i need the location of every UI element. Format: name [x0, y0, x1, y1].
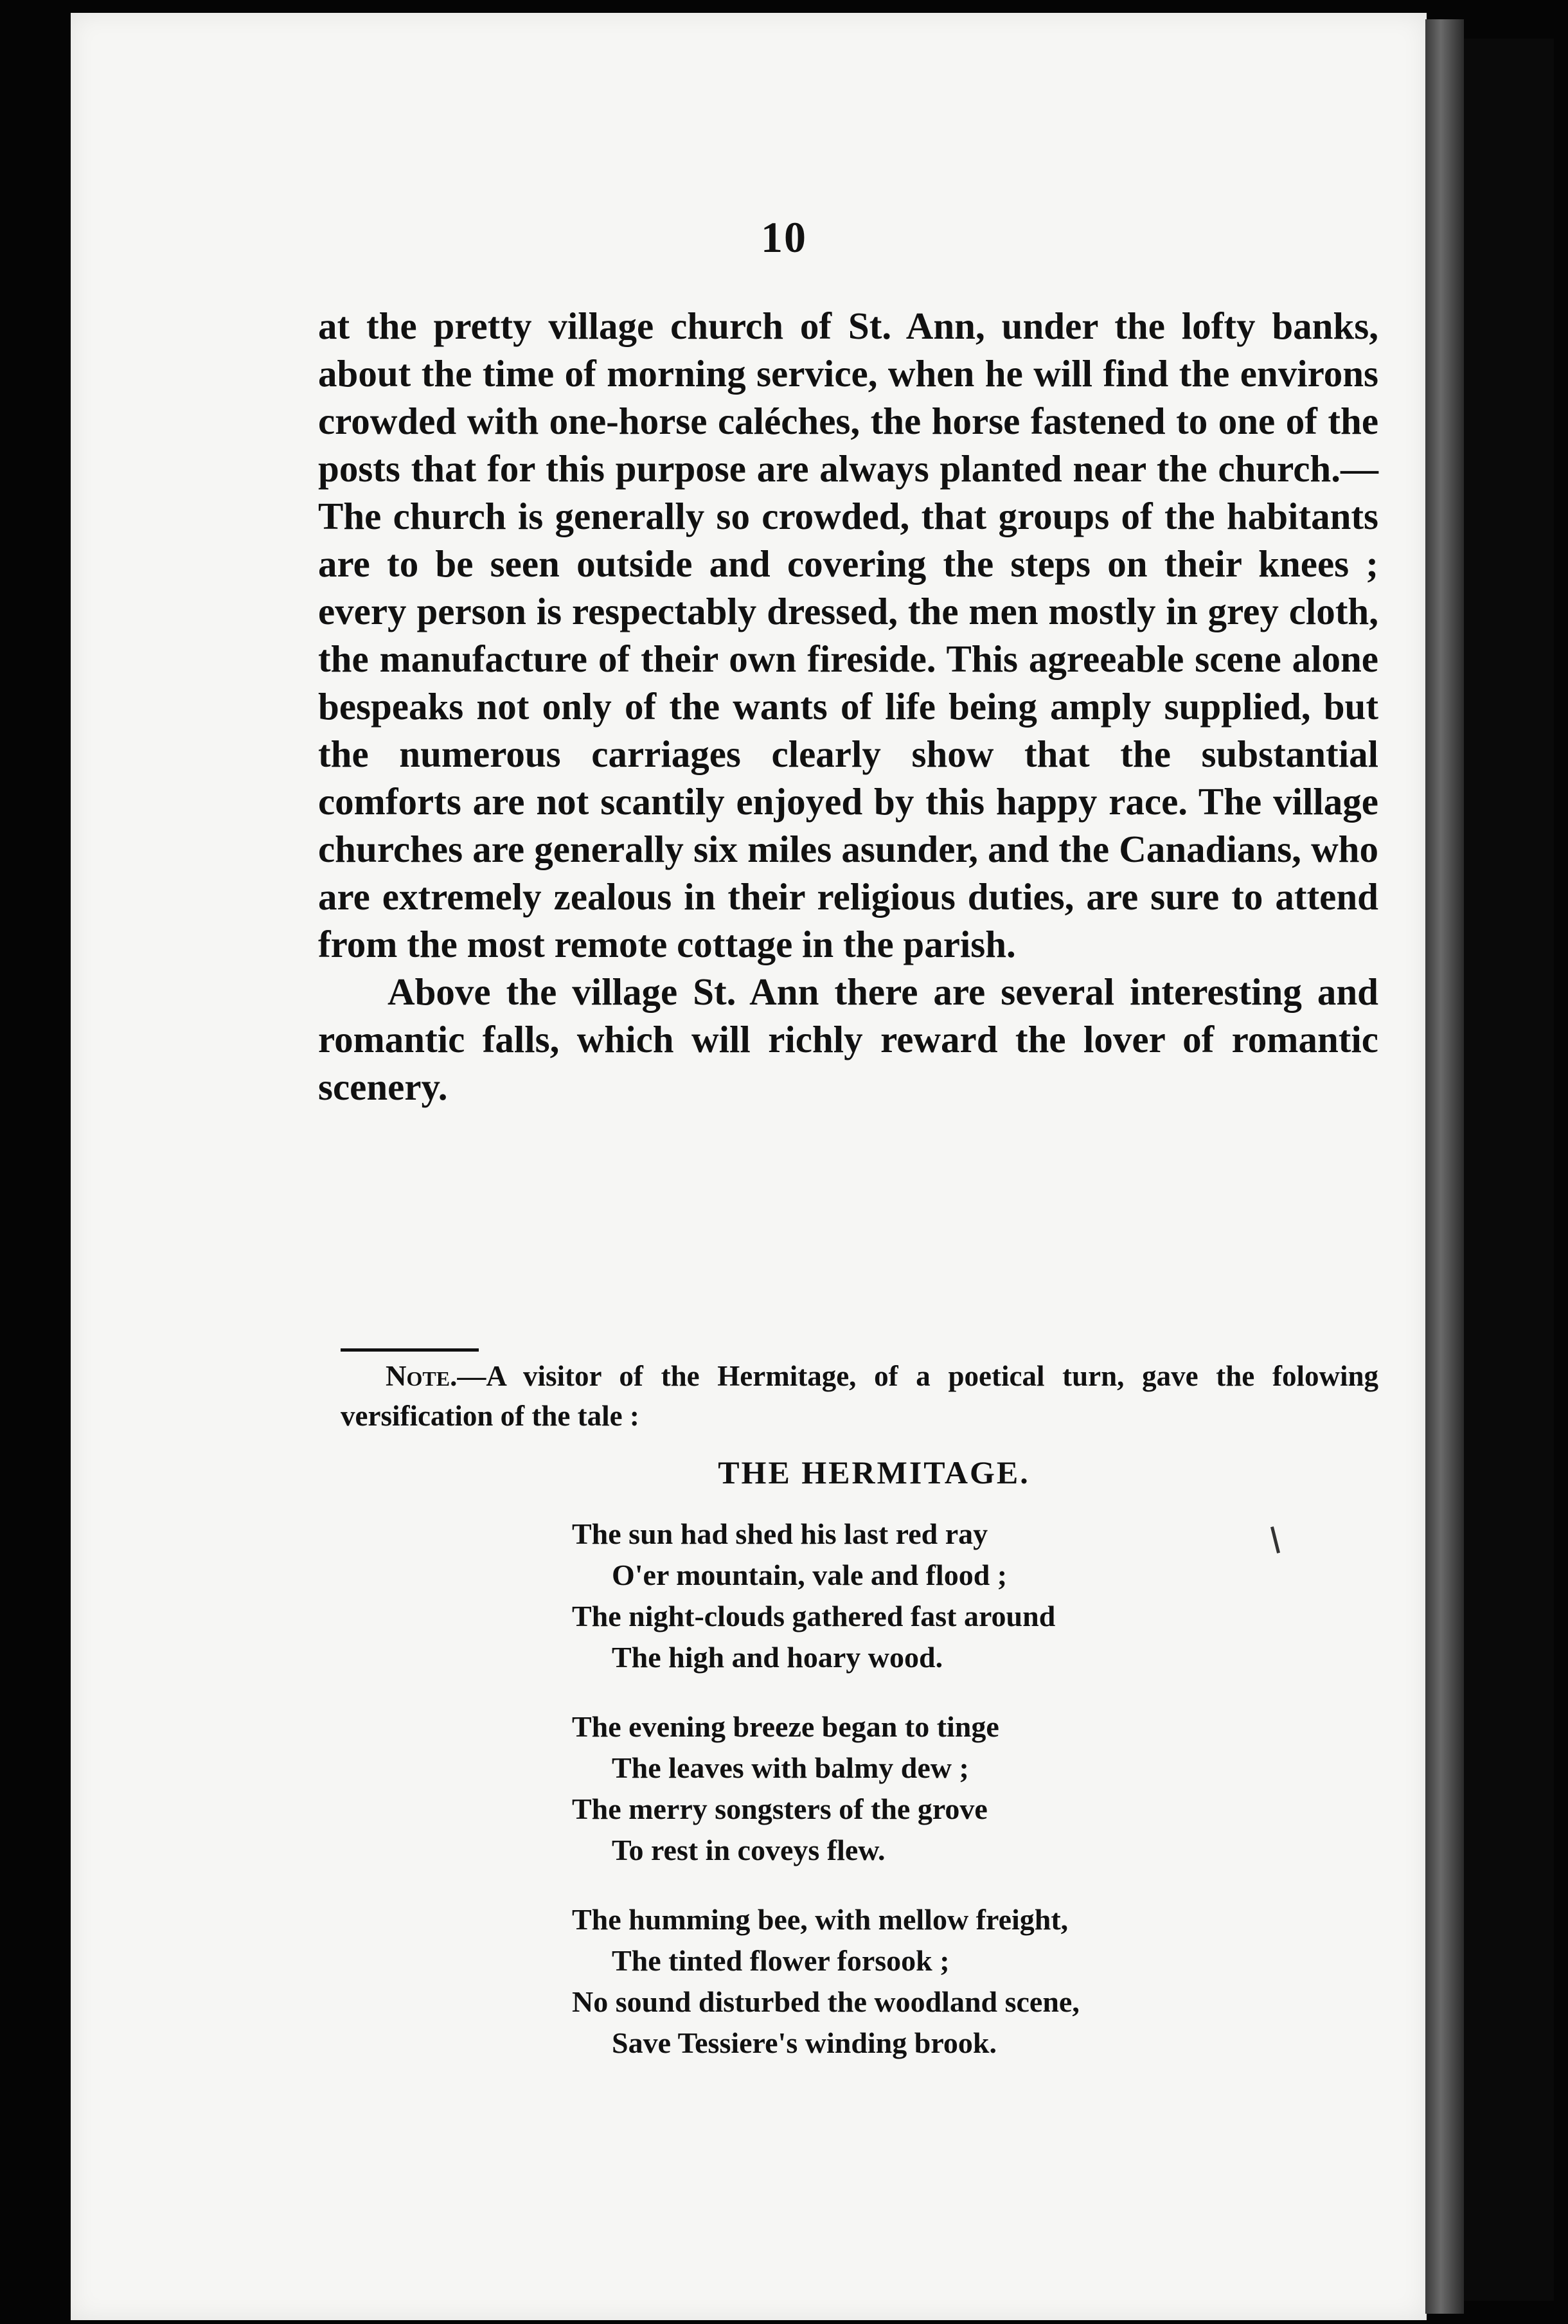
body-paragraph-1: at the pretty village church of St. Ann, under the lofty banks, about the time of morning service, when he will find the environs crowded with one-horse caléches, the horse fastened to one of the posts that for this purpose are always planted near the church.— The church is generally so crowded, that groups of the habitants are to be seen outside and covering the steps on their knees ; every person is respectably dressed, the men mostly in grey cloth, the manufacture of their own fireside. This agreeable scene alone bespeaks not only of the wants of life being amply supplied, but the numerous carriages clearly show that the substantial comforts are not scantily enjoyed by this happy race. The village churches are generally six miles asunder, and the Canadians, who are extremely zealous in their religious duties, are sure to attend from the most remote cottage in the parish.	[318, 305, 1378, 965]
poem-line: The night-clouds gathered fast around	[572, 1600, 1056, 1632]
poem-stanza	[572, 1514, 1279, 1678]
poem-line: No sound disturbed the woodland scene,	[572, 1985, 1080, 2018]
poem-line: The tinted flower forsook ;	[612, 1944, 950, 1977]
poem	[572, 1514, 1279, 2092]
poem-line: The evening breeze began to tinge	[572, 1710, 999, 1743]
book-edge-shadow	[1464, 39, 1554, 2301]
book-spine	[1425, 19, 1464, 2314]
poem-line: The high and hoary wood.	[612, 1641, 943, 1674]
poem-stanza	[572, 1706, 1279, 1871]
footnote	[341, 1356, 1378, 1436]
poem-line: Save Tessiere's winding brook.	[612, 2026, 997, 2059]
body-paragraph-2: Above the village St. Ann there are several interesting and romantic falls, which will richly reward the lover of romantic scenery.	[318, 970, 1378, 1108]
note-text: —A visitor of the Hermitage, of a poetical turn, gave the folowing versification of the tale :	[341, 1360, 1378, 1432]
poem-line: The leaves with balmy dew ;	[612, 1751, 969, 1784]
page-number: 10	[761, 213, 807, 262]
section-divider	[341, 1348, 479, 1352]
note-label: Note.	[386, 1360, 458, 1392]
poem-line: O'er mountain, vale and flood ;	[612, 1559, 1008, 1591]
poem-line: The sun had shed his last red ray	[572, 1517, 988, 1550]
poem-title: THE HERMITAGE.	[718, 1454, 1030, 1490]
poem-line: The merry songsters of the grove	[572, 1792, 988, 1825]
poem-line: The humming bee, with mellow freight,	[572, 1903, 1069, 1936]
poem-stanza	[572, 1899, 1279, 2064]
poem-line: To rest in coveys flew.	[612, 1834, 886, 1866]
body-text	[318, 302, 1378, 1111]
